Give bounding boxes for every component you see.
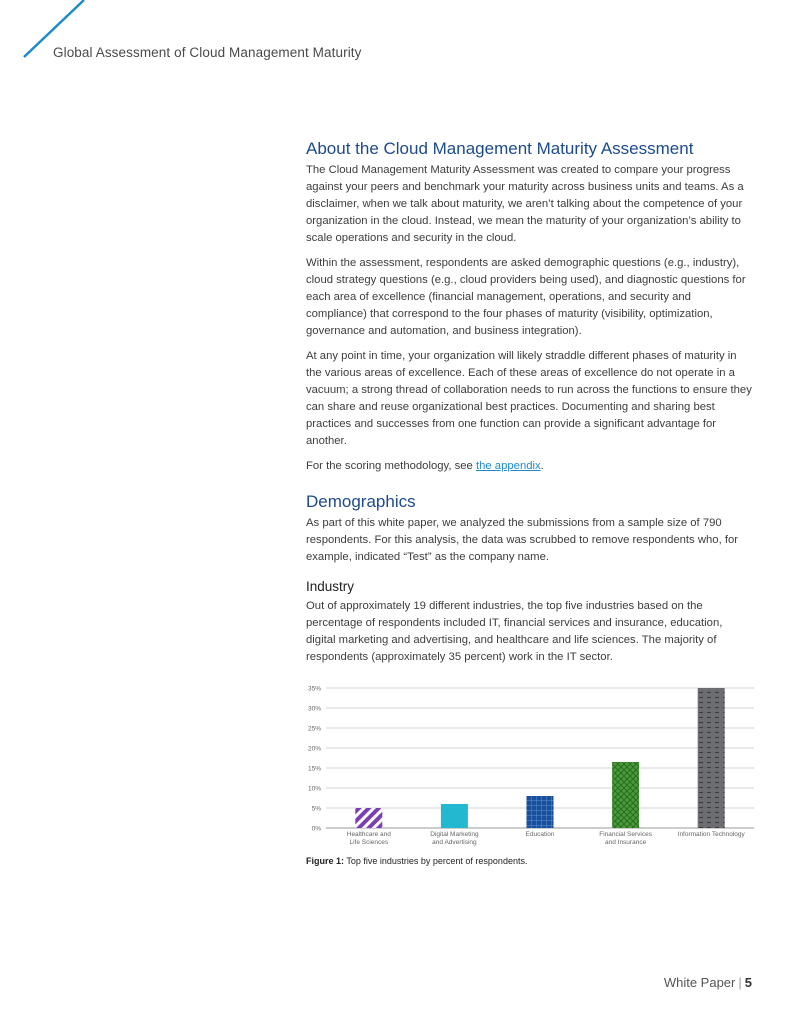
y-tick-label: 0%	[311, 825, 321, 833]
document-header-title: Global Assessment of Cloud Management Maturity	[53, 45, 362, 60]
y-tick-label: 20%	[307, 745, 321, 753]
footer-separator: |	[738, 975, 742, 990]
appendix-link[interactable]: the appendix	[475, 460, 541, 472]
scoring-text-end: .	[540, 460, 544, 472]
industry-bar-chart	[306, 680, 758, 850]
x-tick-label: Financial Services	[599, 831, 652, 838]
chart-svg	[306, 680, 758, 850]
industry-heading: Industry	[306, 579, 355, 594]
bar	[355, 808, 382, 828]
demographics-paragraph: As part of this white paper, we analyzed the submissions from a sample size of 790 respondents. For this analysis, the data was scrubbed to remove respondents who, for example, indicated “Test” as the company name.	[306, 517, 739, 563]
about-paragraph-2: Within the assessment, respondents are asked demographic questions (e.g., industry), cloud strategy questions (e.g., cloud providers being used), and diagnostic questions for each area of excellence (financial management, operations, and security and compliance) that correspond to the four phases of maturity (visibility, optimization, governance and automation, and business integration).	[306, 257, 746, 337]
x-tick-label: Life Sciences	[349, 839, 389, 846]
bar	[441, 804, 468, 828]
bar	[527, 796, 554, 828]
x-tick-label: and Advertising	[432, 839, 477, 846]
about-heading: About the Cloud Management Maturity Assessment	[306, 139, 694, 158]
x-tick-label: and Insurance	[604, 839, 647, 846]
y-tick-label: 35%	[307, 685, 321, 693]
scoring-text: For the scoring methodology, see	[306, 460, 476, 472]
y-tick-label: 15%	[307, 765, 321, 773]
y-tick-label: 5%	[311, 805, 321, 813]
y-tick-label: 25%	[307, 725, 321, 733]
x-tick-label: Healthcare and	[346, 831, 391, 838]
figure-caption	[306, 856, 752, 866]
page-number: 5	[744, 975, 752, 990]
page-footer	[664, 975, 752, 990]
bar	[612, 762, 639, 828]
bar	[698, 688, 725, 828]
footer-label: White Paper	[663, 975, 736, 990]
x-tick-label: Education	[525, 831, 555, 838]
y-tick-label: 10%	[307, 785, 321, 793]
main-content	[306, 138, 752, 866]
industry-paragraph: Out of approximately 19 different industries, the top five industries based on the percentage of respondents included IT, financial services and insurance, education, digital marketing and advertising, and healthcare and life sciences. The majority of respondents (approximately 35 percent) work in the IT sector.	[306, 600, 723, 663]
x-tick-label: Digital Marketing	[430, 831, 479, 838]
demographics-heading: Demographics	[306, 492, 416, 511]
caption-label: Figure 1:	[306, 856, 345, 866]
about-paragraph-4	[306, 458, 752, 475]
caption-text: Top five industries by percent of respondents.	[344, 856, 528, 866]
about-paragraph-1: The Cloud Management Maturity Assessment was created to compare your progress against your peers and benchmark your maturity across business units and teams. As a disclaimer, when we talk about maturity, we aren’t talking about the competence of your organization in the cloud. Instead, we mean the maturity of your organization’s ability to scale operations and security in the cloud.	[306, 164, 744, 244]
x-tick-label: Information Technology	[677, 831, 745, 838]
about-paragraph-3: At any point in time, your organization will likely straddle different phases of maturity in the various areas of excellence. Each of these areas of excellence do not operate in a vacuum; a strong thread of collaboration needs to run across the functions to ensure they can share and reuse organizational best practices. Documenting and sharing best practices and successes from one function can provide a significant advantage for another.	[306, 350, 752, 447]
y-tick-label: 30%	[307, 705, 321, 713]
